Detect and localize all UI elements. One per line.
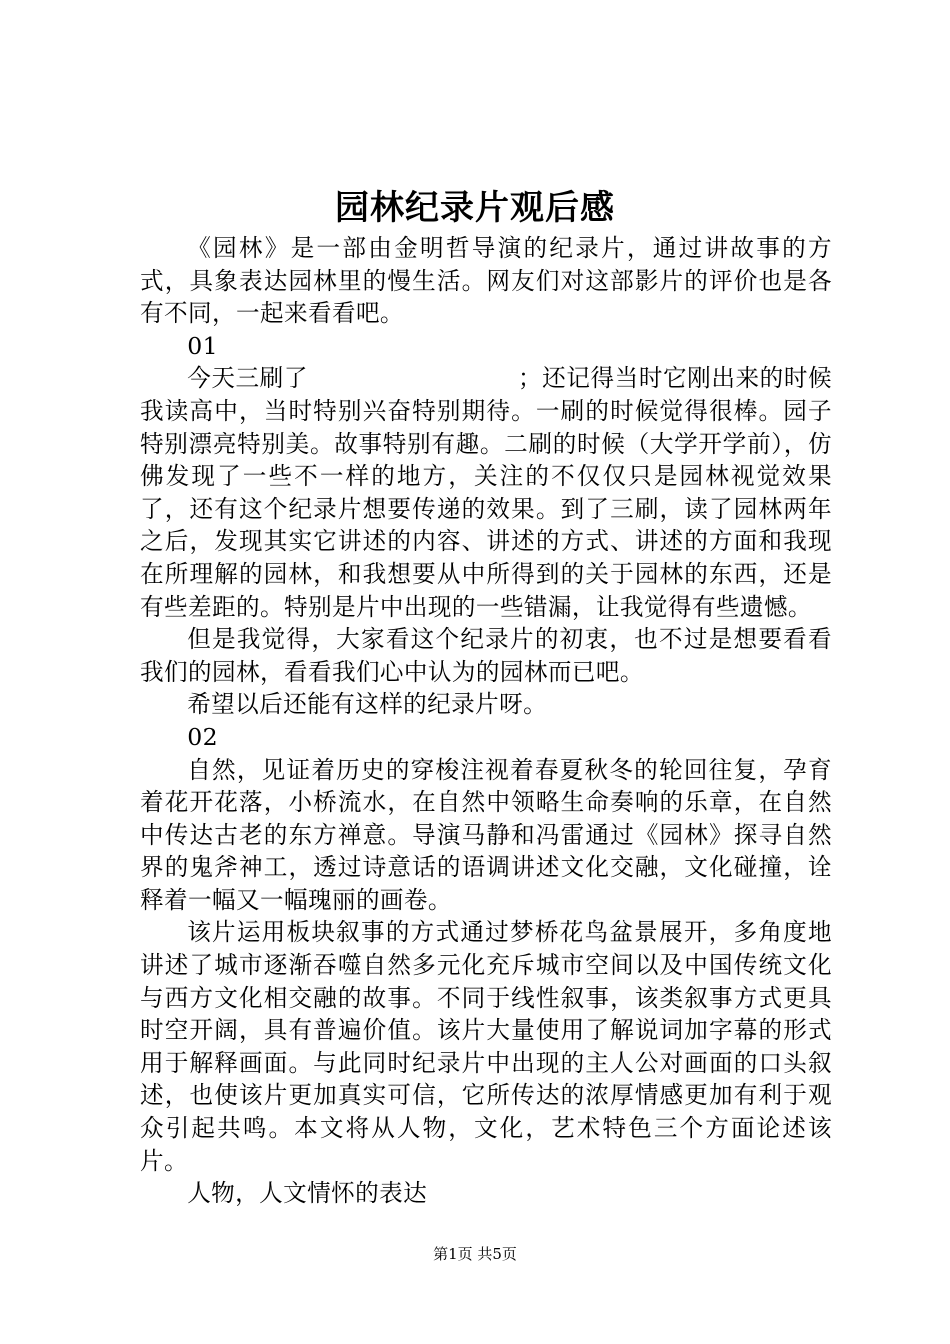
paragraph-intention: 但是我觉得，大家看这个纪录片的初衷，也不过是想要看看我们的园林，看看我们心中认为的园林而已吧。 (140, 625, 832, 686)
document-body (140, 232, 832, 1210)
document-title: 园林纪录片观后感 (335, 188, 615, 228)
paragraph-nature: 自然，见证着历史的穿梭注视着春夏秋冬的轮回往复，孕育着花开花落，小桥流水，在自然中领略生命奏响的乐章，在自然中传达古老的东方禅意。导演马静和冯雷通过《园林》探寻自然界的鬼斧神工，透过诗意话的语调讲述文化交融，文化碰撞，诠释着一幅又一幅瑰丽的画卷。 (140, 755, 832, 914)
section-heading-02: 02 (187, 722, 219, 751)
section-heading-01: 01 (187, 331, 219, 360)
paragraph-rewatch (140, 362, 832, 623)
paragraph-hope: 希望以后还能有这样的纪录片呀。 (187, 690, 548, 719)
page-footer: 第1页 共5页 (433, 1245, 517, 1263)
paragraph-rewatch-start: 今天三刷了 (187, 364, 309, 393)
paragraph-intro: 《园林》是一部由金明哲导演的纪录片，通过讲故事的方式，具象表达园林里的慢生活。网友们对这部影片的评价也是各有不同，一起来看看吧。 (140, 234, 832, 328)
paragraph-rewatch-rest: ；还记得当时它刚出来的时候我读高中，当时特别兴奋特别期待。一刷的时候觉得很棒。园子特别漂亮特别美。故事特别有趣。二刷的时候（大学开学前），仿佛发现了一些不一样的地方，关注的不仅仅只是园林视觉效果了，还有这个纪录片想要传递的效果。到了三刷，读了园林两年之后，发现其实它讲述的内容、讲述的方式、讲述的方面和我现在所理解的园林，和我想要从中所得到的关于园林的东西，还是有些差距的。特别是片中出现的一些错漏，让我觉得有些遗憾。 (140, 364, 832, 621)
paragraph-people: 人物，人文情怀的表达 (187, 1179, 428, 1208)
paragraph-narrative: 该片运用板块叙事的方式通过梦桥花鸟盆景展开，多角度地讲述了城市逐渐吞噬自然多元化充斥城市空间以及中国传统文化与西方文化相交融的故事。不同于线性叙事，该类叙事方式更具时空开阔，具有普遍价值。该片大量使用了解说词加字幕的形式用于解释画面。与此同时纪录片中出现的主人公对画面的口头叙述，也使该片更加真实可信，它所传达的浓厚情感更加有利于观众引起共鸣。本文将从人物，文化，艺术特色三个方面论述该片。 (140, 918, 832, 1175)
